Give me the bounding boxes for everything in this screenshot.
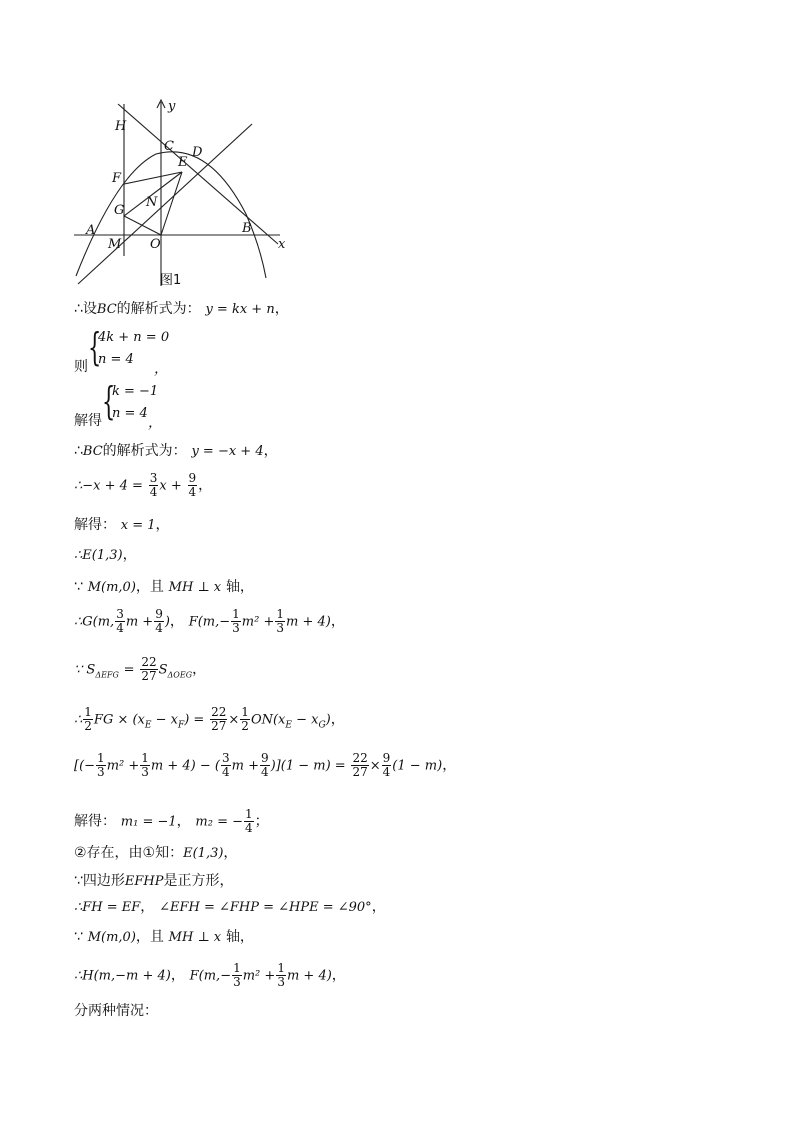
label-c: C <box>164 139 174 154</box>
fraction <box>275 608 285 635</box>
math-text: ②存在，由①知： <box>74 845 184 861</box>
math-text: M(m,0) <box>87 930 136 945</box>
math-text: ， <box>140 899 155 915</box>
math-text: ， <box>192 661 207 678</box>
math-text: ∵ <box>74 929 83 945</box>
fraction <box>83 706 93 733</box>
math-text: ， <box>198 477 213 494</box>
line-12 <box>74 752 456 779</box>
line-13 <box>74 808 269 835</box>
math-text: MH ⊥ x <box>168 580 222 595</box>
fraction <box>140 656 157 683</box>
math-text: 解得： <box>74 813 116 830</box>
math-text: ， <box>330 613 345 630</box>
math-text: ， <box>263 443 278 459</box>
math-text: m + <box>125 614 154 630</box>
line-16 <box>74 896 386 918</box>
fraction-numerator: 1 <box>141 751 149 765</box>
fraction <box>115 608 125 635</box>
fraction-numerator: 1 <box>276 607 284 621</box>
fraction <box>260 752 270 779</box>
line-10 <box>74 656 206 686</box>
system-1-label <box>74 356 88 377</box>
math-text: ， <box>155 517 170 533</box>
fraction <box>221 752 231 779</box>
math-text: 是正方形， <box>163 873 234 889</box>
fraction <box>149 472 159 499</box>
math-text: EFHP <box>124 874 164 889</box>
math-text: x + <box>159 478 182 494</box>
math-text: ， <box>442 757 457 774</box>
fraction-numerator: 9 <box>260 751 269 765</box>
line-11 <box>74 706 345 736</box>
system-1: { 4k + n = 0 n = 4 ， <box>88 325 170 377</box>
math-text: E <box>144 720 152 731</box>
line-18 <box>74 962 346 989</box>
fraction-numerator: 9 <box>382 751 391 765</box>
math-text: ∴ <box>74 443 83 459</box>
fraction-numerator: 1 <box>97 751 105 765</box>
math-text: 分两种情况： <box>74 1003 158 1019</box>
fraction-denominator: 2 <box>241 719 249 733</box>
fraction-numerator: 9 <box>188 471 197 485</box>
label-b: B <box>242 221 252 236</box>
fraction-numerator: 9 <box>155 607 163 621</box>
math-text: ∴设 <box>74 301 97 317</box>
math-text: ∴FH = EF <box>74 900 141 915</box>
math-text: x = 1 <box>120 518 156 533</box>
math-text: ∠EFH = ∠FHP = ∠HPE = ∠90° <box>159 900 372 915</box>
math-text: F(m,− <box>188 614 231 630</box>
fraction-numerator: 1 <box>241 705 249 719</box>
fraction-numerator: 3 <box>149 471 158 485</box>
line-7 <box>74 544 137 566</box>
math-text: 的解析式为： <box>102 443 187 459</box>
fraction <box>188 472 198 499</box>
fraction-denominator: 2 <box>84 719 92 733</box>
fraction-denominator: 27 <box>211 719 227 733</box>
fraction <box>351 752 368 779</box>
fraction-denominator: 4 <box>116 621 124 635</box>
label-x: x <box>278 237 286 252</box>
math-text: n = 4 <box>112 406 148 421</box>
math-text: y = −x + 4 <box>191 444 264 459</box>
math-text: = <box>123 662 135 678</box>
math-text: ∴ <box>74 712 83 728</box>
math-text: ∴G(m, <box>74 614 115 630</box>
math-text: ， <box>169 613 184 630</box>
fraction-numerator: 3 <box>221 751 230 765</box>
line-15 <box>74 870 234 892</box>
fraction-denominator: 3 <box>277 975 285 989</box>
math-text: m₂ = − <box>195 814 244 830</box>
label-y: y <box>168 99 176 114</box>
fraction-denominator: 3 <box>97 765 105 779</box>
label-f: F <box>112 171 122 186</box>
fraction-numerator: 1 <box>233 961 241 975</box>
math-text: ΔEFG <box>95 670 119 680</box>
line-19 <box>74 1000 158 1021</box>
math-text: m² + <box>106 758 140 774</box>
math-text: ) = <box>184 712 205 728</box>
math-text: y = kx + n <box>205 302 275 317</box>
math-text: 解得： <box>74 517 116 533</box>
label-a: A <box>86 223 96 238</box>
math-text: MH ⊥ x <box>168 930 222 945</box>
fraction <box>140 752 150 779</box>
fraction <box>154 608 164 635</box>
math-text: ∵ S <box>74 662 96 678</box>
math-text: ，且 <box>135 929 164 945</box>
math-text: × <box>369 758 381 774</box>
line-1 <box>74 298 289 320</box>
geometry-figure <box>68 96 300 292</box>
math-text: F <box>177 720 185 731</box>
math-text: ∴−x + 4 = <box>74 478 143 494</box>
fraction-numerator: 22 <box>352 751 368 765</box>
math-text: ON(x <box>250 712 286 728</box>
fraction-denominator: 4 <box>155 621 163 635</box>
math-text: F(m,− <box>189 968 232 984</box>
math-text: ，且 <box>135 579 164 595</box>
fraction <box>244 808 254 835</box>
fraction <box>96 752 106 779</box>
math-text: n = 4 <box>98 352 134 367</box>
math-text: E(1,3) <box>183 846 224 861</box>
math-text: ， <box>330 711 345 728</box>
line-5 <box>74 472 212 499</box>
math-text: ) <box>164 614 170 630</box>
math-text: E <box>285 720 292 731</box>
math-text: − x <box>151 712 178 728</box>
math-text: ， <box>170 967 185 984</box>
fraction-denominator: 3 <box>141 765 149 779</box>
fraction-numerator: 22 <box>211 705 227 719</box>
math-text: ， <box>176 813 191 830</box>
fraction-denominator: 27 <box>352 765 368 779</box>
math-text: 的解析式为： <box>116 301 201 317</box>
figure-caption: 图1 <box>160 273 182 288</box>
math-text: m + 4) <box>286 614 331 630</box>
math-text: S <box>158 662 168 678</box>
math-text: m + 4) <box>286 968 332 984</box>
label-d: D <box>192 145 203 160</box>
fraction-numerator: 1 <box>232 607 240 621</box>
fraction-denominator: 3 <box>233 975 241 989</box>
fraction <box>231 608 241 635</box>
label-g: G <box>114 203 125 218</box>
fraction <box>240 706 250 733</box>
fraction-numerator: 1 <box>84 705 92 719</box>
fraction-denominator: 4 <box>221 765 230 779</box>
line-6 <box>74 514 170 536</box>
math-text: ， <box>371 899 386 915</box>
math-text: ； <box>254 813 269 830</box>
math-text: ， <box>148 415 162 431</box>
math-text: ， <box>223 845 238 861</box>
system-2-label <box>74 410 102 431</box>
math-text: ∵ <box>74 579 83 595</box>
math-text: (1 − m) <box>392 758 443 774</box>
math-text: 4k + n = 0 <box>98 330 170 345</box>
math-text: 则 <box>74 359 88 375</box>
math-text: ∵四边形 <box>74 873 125 889</box>
math-text: 解得 <box>74 413 102 429</box>
math-text: BC <box>96 302 117 317</box>
fraction-denominator: 3 <box>276 621 284 635</box>
label-n: N <box>146 195 158 210</box>
math-text: m + <box>231 758 259 774</box>
math-text: ∴H(m,−m + 4) <box>74 968 171 984</box>
fraction <box>382 752 392 779</box>
math-text: ) <box>325 712 331 728</box>
fraction <box>276 962 286 989</box>
math-text: ， <box>122 547 137 563</box>
system-2: { k = −1 n = 4 ， <box>102 379 162 431</box>
math-text: G <box>318 720 326 731</box>
math-text: ， <box>154 361 168 377</box>
math-text: BC <box>82 444 103 459</box>
label-m: M <box>108 237 122 252</box>
line-17 <box>74 926 254 948</box>
fraction-denominator: 3 <box>232 621 240 635</box>
fraction-numerator: 1 <box>277 961 285 975</box>
fraction <box>210 706 227 733</box>
math-text: ， <box>331 967 346 984</box>
math-text: M(m,0) <box>87 580 136 595</box>
math-text: 轴， <box>225 929 254 945</box>
fraction-denominator: 4 <box>382 765 391 779</box>
math-text: ， <box>274 301 289 317</box>
label-e: E <box>178 155 188 170</box>
line-9 <box>74 608 345 635</box>
fraction-denominator: 4 <box>260 765 269 779</box>
fraction-numerator: 3 <box>116 607 124 621</box>
fraction-denominator: 4 <box>245 821 253 835</box>
math-text: k = −1 <box>112 384 159 399</box>
math-text: ΔOEG <box>167 670 193 680</box>
fraction-numerator: 1 <box>245 807 253 821</box>
math-text: FG × (x <box>93 712 145 728</box>
fraction-denominator: 27 <box>141 669 157 683</box>
math-text: [(− <box>74 758 96 774</box>
fraction-numerator: 22 <box>141 655 157 669</box>
line-14 <box>74 842 237 864</box>
math-text: ∴E(1,3) <box>74 548 123 563</box>
math-text: m₁ = −1 <box>120 814 177 830</box>
math-text: m² + <box>242 968 276 984</box>
math-text: m + 4) − ( <box>150 758 220 774</box>
fraction-denominator: 4 <box>149 485 158 499</box>
fraction <box>232 962 242 989</box>
fraction-denominator: 4 <box>188 485 197 499</box>
label-h: H <box>115 119 127 134</box>
math-text: m² + <box>241 614 275 630</box>
label-o: O <box>150 237 161 252</box>
math-text: )](1 − m) = <box>270 758 346 774</box>
line-8 <box>74 576 254 598</box>
math-text: × <box>228 712 240 728</box>
math-text: − x <box>291 712 319 728</box>
line-4 <box>74 440 278 462</box>
math-text: 轴， <box>225 579 254 595</box>
